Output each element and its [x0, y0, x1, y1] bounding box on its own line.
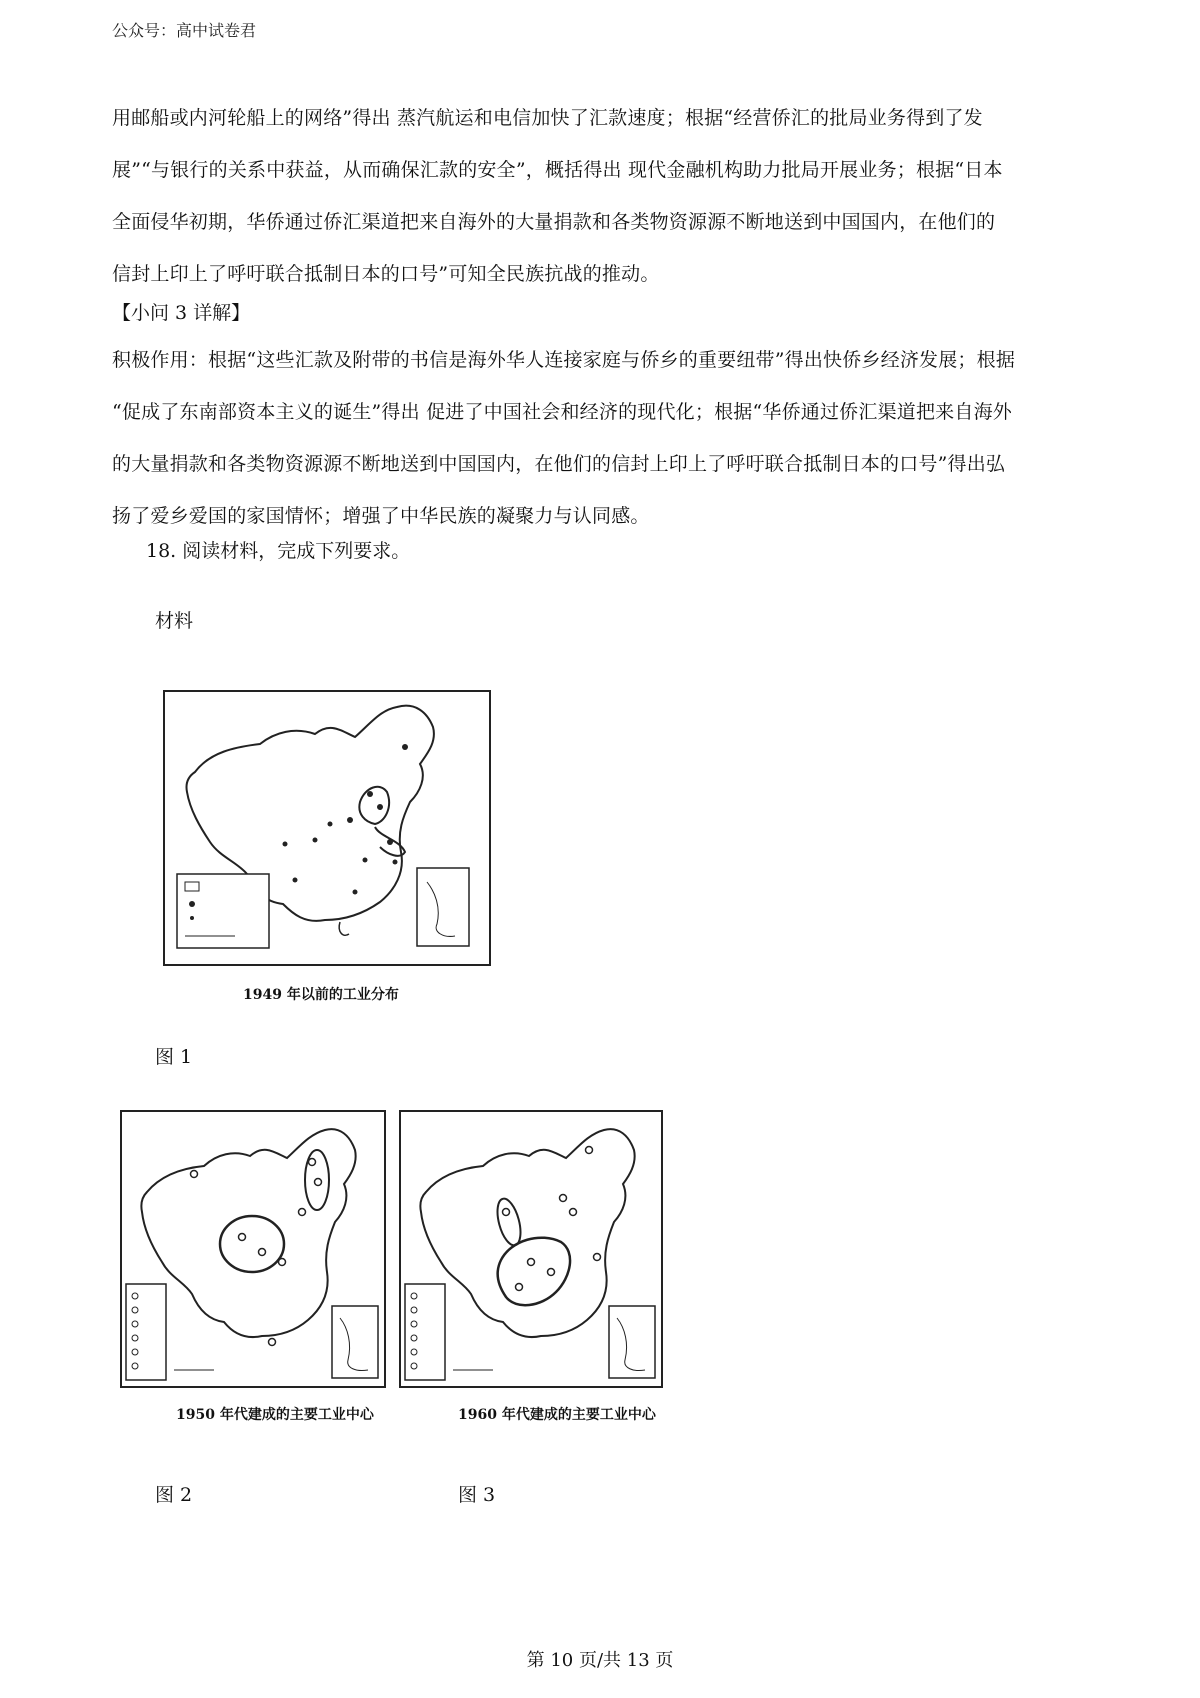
page-header: 公众号：高中试卷君 [112, 21, 257, 40]
subquestion-heading: 【小问 3 详解】 [112, 302, 251, 324]
figure-2-label: 图 2 [155, 1484, 193, 1506]
material-label: 材料 [155, 610, 194, 632]
figure-3-caption: 1960 年代建成的主要工业中心 [458, 1407, 656, 1423]
figure-3-label: 图 3 [458, 1484, 496, 1506]
figure-1-label: 图 1 [155, 1046, 193, 1068]
text-line: 信封上印上了呼吁联合抵制日本的口号”可知全民族抗战的推动。 [112, 263, 660, 285]
text-line: 扬了爱乡爱国的家国情怀；增强了中华民族的凝聚力与认同感。 [112, 505, 650, 527]
text-line: 全面侵华初期，华侨通过侨汇渠道把来自海外的大量捐款和各类物资源源不断地送到中国国内，在他们的 [112, 211, 996, 233]
figure-1-map [163, 690, 491, 966]
question-18: 18. 阅读材料，完成下列要求。 [146, 540, 411, 562]
page-footer: 第 10 页/共 13 页 [526, 1650, 674, 1671]
china-map-1949 [165, 692, 489, 964]
china-map-1960s [401, 1112, 661, 1386]
china-map-1950s [122, 1112, 384, 1386]
answer-paragraph-1 [112, 98, 1097, 295]
figure-2-map [120, 1110, 386, 1388]
figure-1-caption: 1949 年以前的工业分布 [243, 987, 399, 1003]
figure-2-caption: 1950 年代建成的主要工业中心 [176, 1407, 374, 1423]
text-line: 的大量捐款和各类物资源源不断地送到中国国内，在他们的信封上印上了呼吁联合抵制日本的口号”得出弘 [112, 453, 1006, 475]
text-line: 积极作用：根据“这些汇款及附带的书信是海外华人连接家庭与侨乡的重要纽带”得出快侨乡经济发展；根据 [112, 349, 1016, 371]
text-line: 用邮船或内河轮船上的网络”得出 蒸汽航运和电信加快了汇款速度；根据“经营侨汇的批局业务得到了发 [112, 107, 983, 129]
text-line: “促成了东南部资本主义的诞生”得出 促进了中国社会和经济的现代化；根据“华侨通过侨汇渠道把来自海外 [112, 401, 1012, 423]
text-line: 展”“与银行的关系中获益，从而确保汇款的安全”，概括得出 现代金融机构助力批局开展业务；根据“日本 [112, 159, 1003, 181]
answer-paragraph-2 [112, 340, 1097, 537]
figure-3-map [399, 1110, 663, 1388]
